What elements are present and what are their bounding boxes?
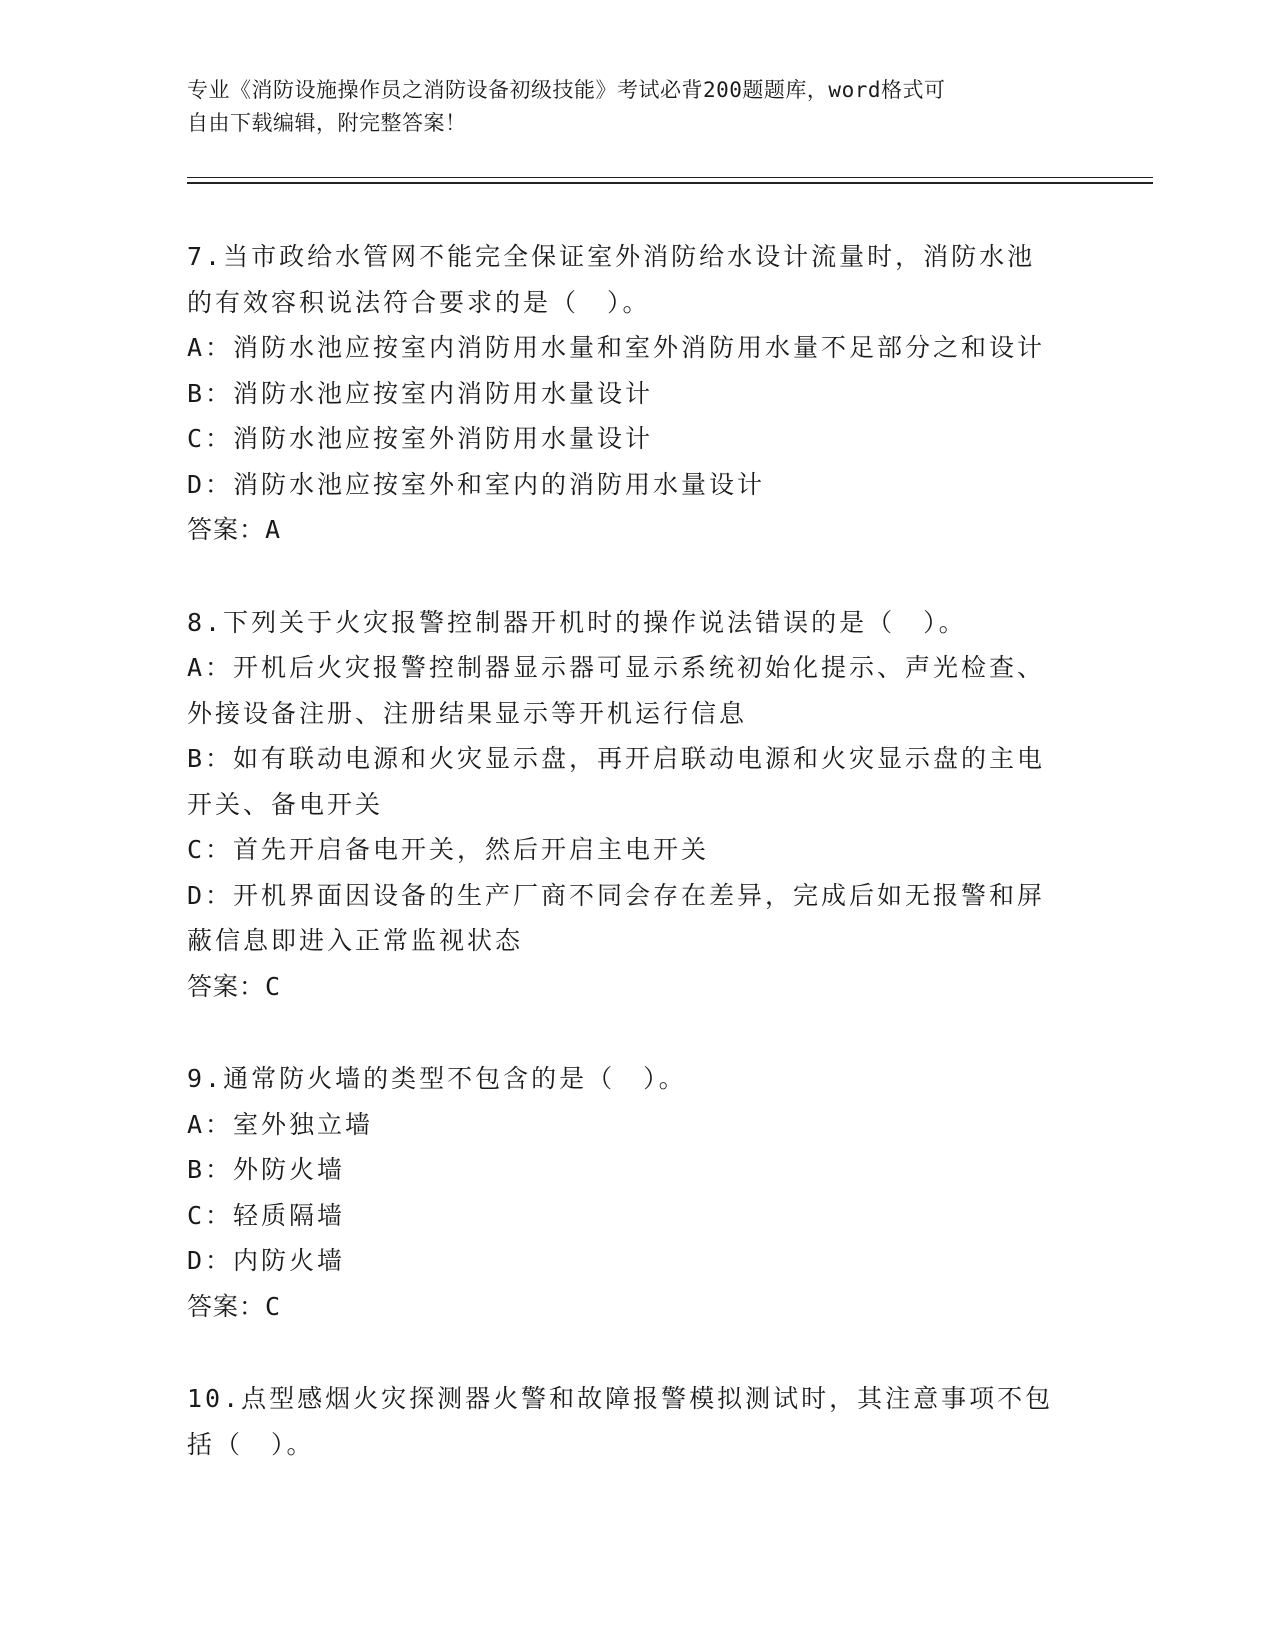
question-item <box>187 234 1077 553</box>
answer-value: C <box>265 971 282 1001</box>
question-option: B：外防火墙 <box>187 1155 346 1184</box>
header-line: 专业《消防设施操作员之消防设备初级技能》考试必背200题题库，word格式可 <box>187 78 946 102</box>
question-list <box>187 234 1077 1514</box>
question-option: C：消防水池应按室外消防用水量设计 <box>187 424 654 453</box>
answer-line <box>187 964 1077 1010</box>
header-divider <box>187 182 1153 184</box>
answer-label: 答案： <box>187 1291 266 1321</box>
question-item <box>187 1056 1077 1329</box>
question-stem: 9.通常防火墙的类型不包含的是（ ）。 <box>187 1064 687 1093</box>
answer-value: C <box>265 1291 282 1321</box>
question-option: 开关、备电开关 <box>187 789 384 819</box>
header-line: 自由下载编辑，附完整答案！ <box>187 111 467 135</box>
answer-label: 答案： <box>187 515 266 544</box>
question-stem: 10.点型感烟火灾探测器火警和故障报警模拟测试时，其注意事项不包 <box>187 1384 1054 1413</box>
question-option: B：如有联动电源和火灾显示盘，再开启联动电源和火灾显示盘的主电 <box>187 744 1046 773</box>
question-option: 外接设备注册、注册结果显示等开机运行信息 <box>187 698 748 728</box>
question-option: C：首先开启备电开关，然后开启主电开关 <box>187 835 710 864</box>
question-stem: 8.下列关于火灾报警控制器开机时的操作说法错误的是（ ）。 <box>187 607 967 637</box>
question-option: A：消防水池应按室内消防用水量和室外消防用水量不足部分之和设计 <box>187 333 1046 362</box>
answer-line <box>187 507 1077 553</box>
question-option: D：内防火墙 <box>187 1246 346 1275</box>
question-option: A：开机后火灾报警控制器显示器可显示系统初始化提示、声光检查、 <box>187 653 1046 682</box>
header-divider <box>187 177 1153 178</box>
question-option: B：消防水池应按室内消防用水量设计 <box>187 378 654 408</box>
answer-value: A <box>265 515 282 544</box>
answer-line <box>187 1284 1077 1330</box>
answer-label: 答案： <box>187 971 266 1001</box>
question-option: D：消防水池应按室外和室内的消防用水量设计 <box>187 469 766 499</box>
question-item <box>187 1376 1077 1467</box>
question-option: 蔽信息即进入正常监视状态 <box>187 926 524 955</box>
question-item <box>187 600 1077 1010</box>
question-stem: 的有效容积说法符合要求的是（ ）。 <box>187 287 651 317</box>
question-stem: 括（ ）。 <box>187 1429 315 1459</box>
document-header <box>187 74 1067 140</box>
question-option: C：轻质隔墙 <box>187 1200 346 1230</box>
question-option: A：室外独立墙 <box>187 1109 374 1139</box>
question-stem: 7.当市政给水管网不能完全保证室外消防给水设计流量时，消防水池 <box>187 242 1036 271</box>
question-option: D：开机界面因设备的生产厂商不同会存在差异，完成后如无报警和屏 <box>187 880 1046 910</box>
